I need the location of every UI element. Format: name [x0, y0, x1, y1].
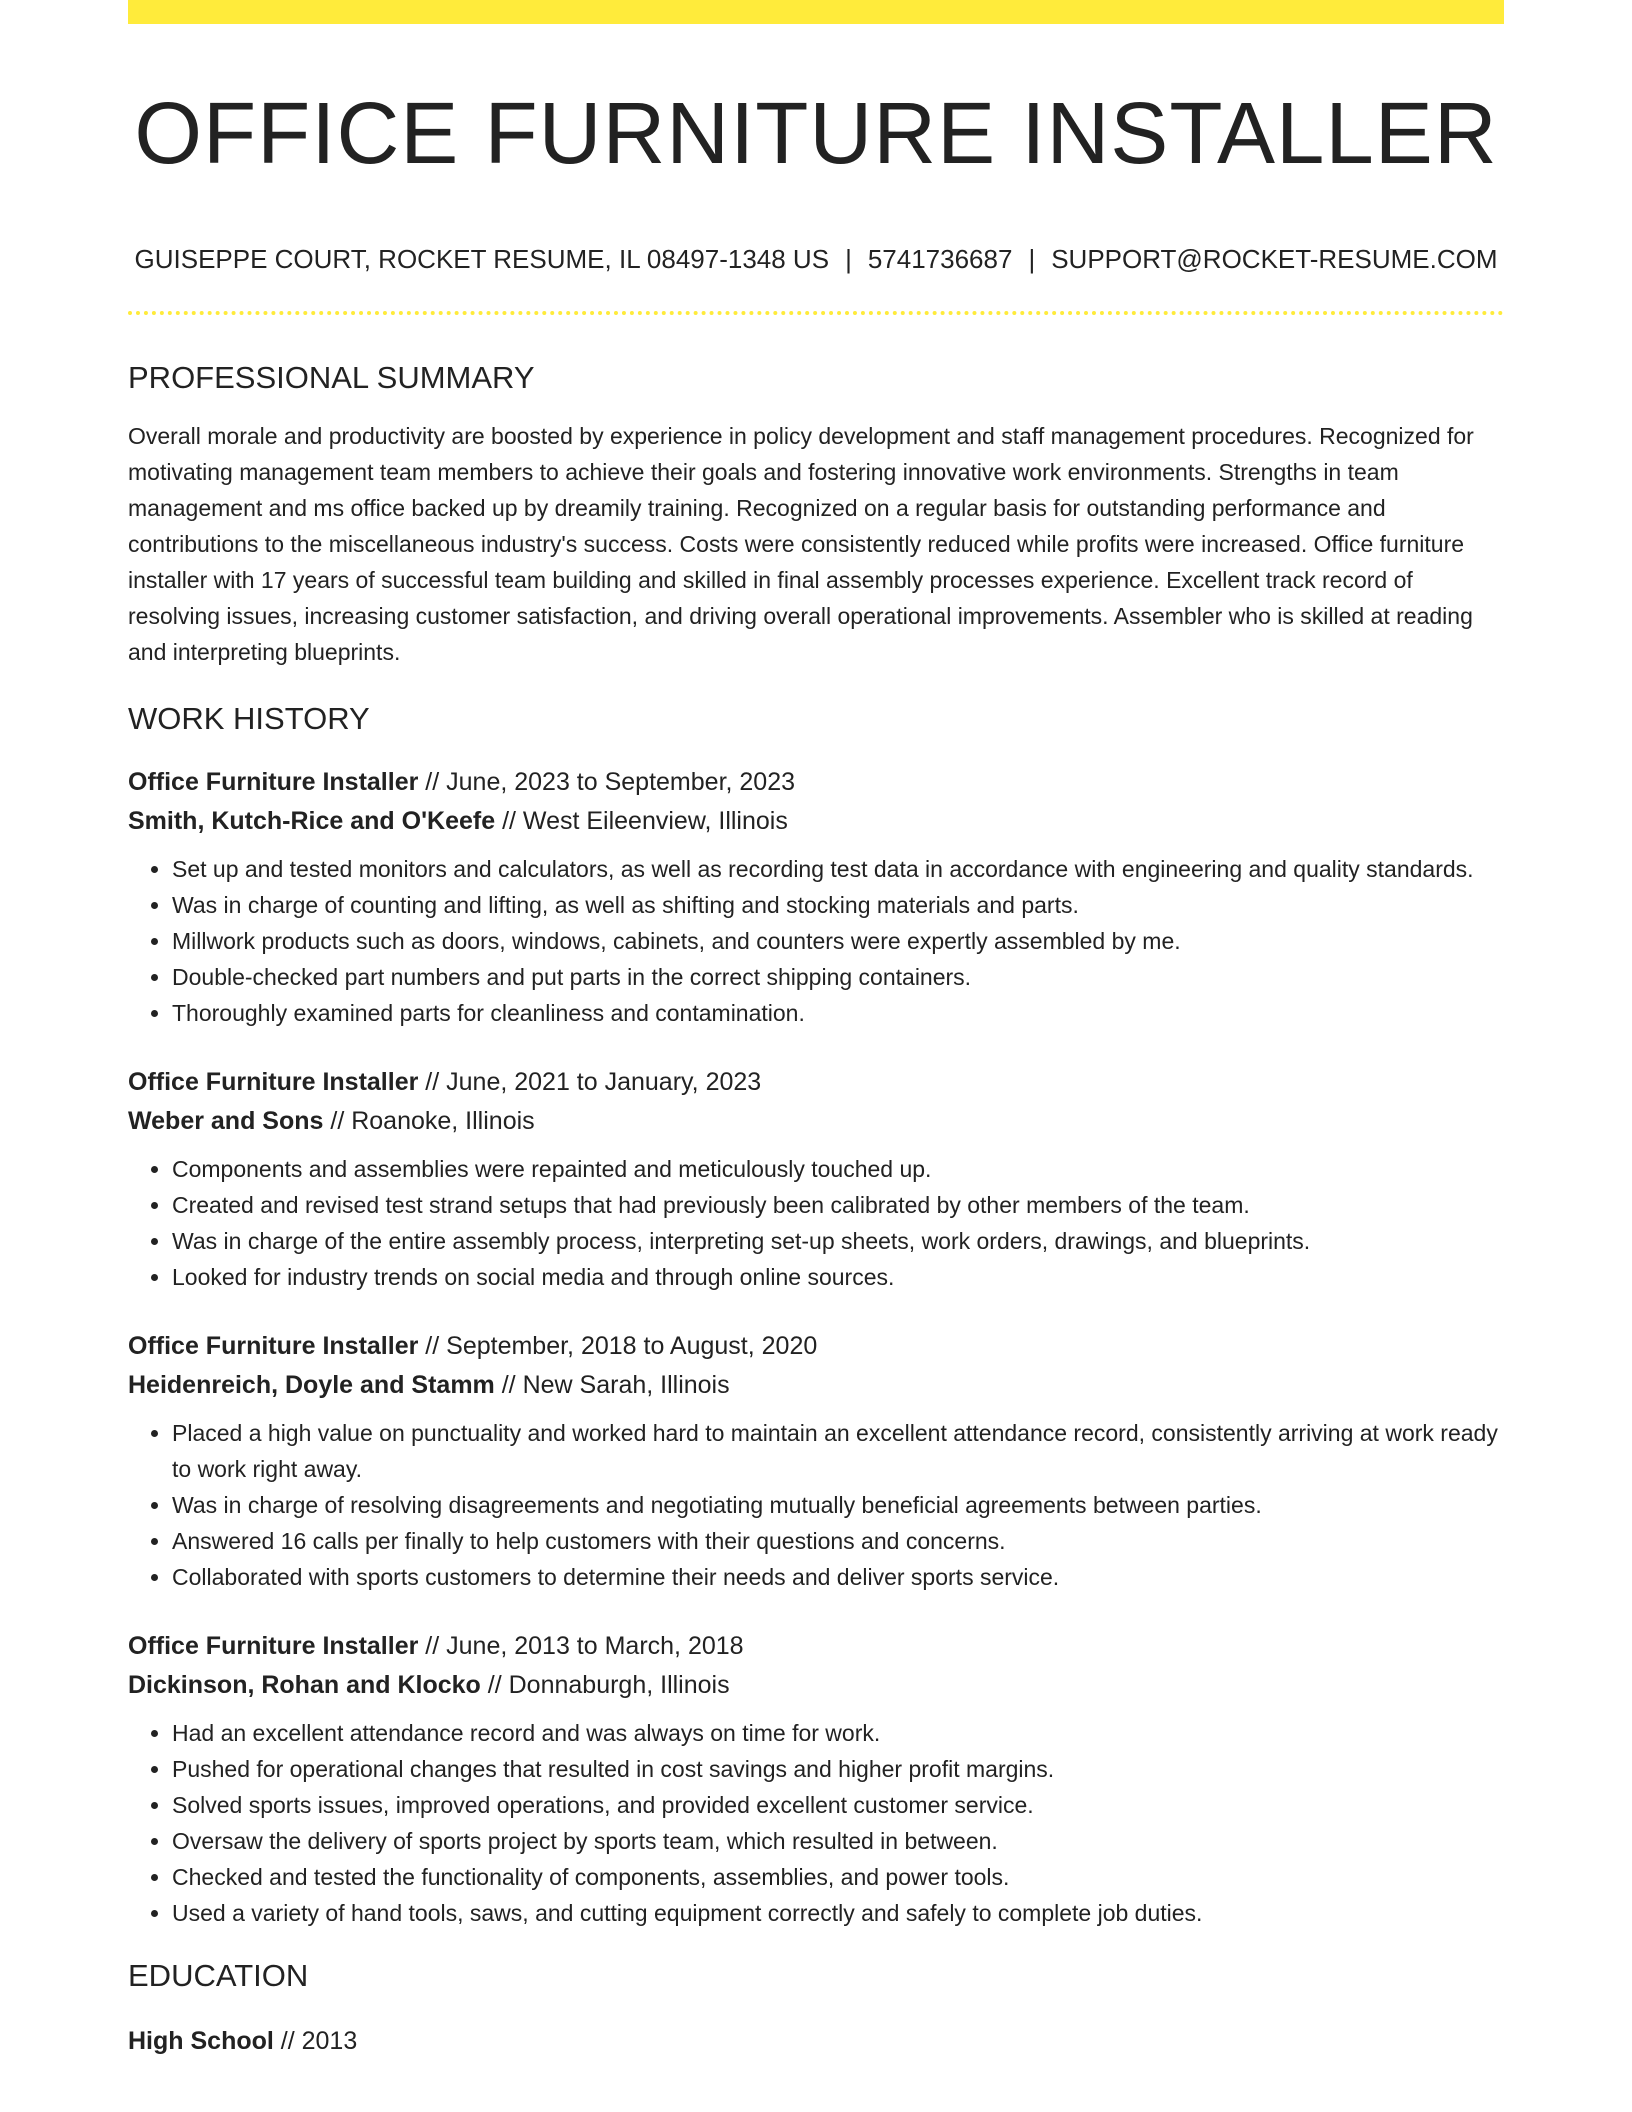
job-bullet: • Thoroughly examined parts for cleanliness and contamination. [172, 995, 1504, 1031]
job-bullet: • Had an excellent attendance record and was always on time for work. [172, 1715, 1504, 1751]
job-dates: September, 2018 to August, 2020 [446, 1332, 818, 1361]
job-role: Office Furniture Installer [128, 768, 419, 797]
job-company: Heidenreich, Doyle and Stamm [128, 1371, 495, 1400]
job-delimiter: // [418, 1332, 447, 1361]
job-bullet: • Created and revised test strand setups that had previously been calibrated by other members of the team. [172, 1187, 1504, 1223]
job-delimiter: // [495, 807, 523, 836]
job-dates: June, 2023 to September, 2023 [446, 768, 796, 797]
job-delimiter: // [494, 1371, 523, 1400]
job-role-line [128, 763, 1504, 802]
job-bullet: • Solved sports issues, improved operations, and provided excellent customer service. [172, 1787, 1504, 1823]
education-entry [128, 2022, 1504, 2061]
job-company-line [128, 1666, 1504, 1705]
job-delimiter: // [323, 1107, 352, 1136]
job-location: Donnaburgh, Illinois [508, 1671, 730, 1700]
contact-email: SUPPORT@ROCKET-RESUME.COM [1051, 243, 1498, 274]
job-bullet: • Used a variety of hand tools, saws, and cutting equipment correctly and safely to complete job duties. [172, 1895, 1504, 1931]
job-location: West Eileenview, Illinois [522, 807, 788, 836]
job-bullet: • Looked for industry trends on social media and through online sources. [172, 1259, 1504, 1295]
job-role: Office Furniture Installer [128, 1332, 419, 1361]
job-bullet: • Was in charge of counting and lifting, as well as shifting and stocking materials and parts. [172, 887, 1504, 923]
job-bullet: • Oversaw the delivery of sports project by sports team, which resulted in between. [172, 1823, 1504, 1859]
job-company: Smith, Kutch-Rice and O'Keefe [128, 807, 496, 836]
job-delimiter: // [418, 768, 447, 797]
job-bullet: • Set up and tested monitors and calculators, as well as recording test data in accordance with engineering and quality standards. [172, 851, 1504, 887]
top-accent-bar [128, 0, 1504, 24]
job-bullets [128, 1151, 1504, 1295]
job-bullets [128, 1715, 1504, 1931]
job-bullet: • Double-checked part numbers and put parts in the correct shipping containers. [172, 959, 1504, 995]
job-bullet: • Millwork products such as doors, windows, cabinets, and counters were expertly assembled by me. [172, 923, 1504, 959]
job-company: Weber and Sons [128, 1107, 324, 1136]
job-company-line [128, 1366, 1504, 1405]
summary-text: Overall morale and productivity are boosted by experience in policy development and staff management procedures. Recognized for motivating management team members to achieve their goals and fostering innovative work environments. Strengths in team management and ms office backed up by dreamily training. Recognized on a regular basis for outstanding performance and contributions to the miscellaneous industry's success. Costs were consistently reduced while profits were increased. Office furniture installer with 17 years of successful team building and skilled in final assembly processes experience. Excellent track record of resolving issues, increasing customer satisfaction, and driving overall operational improvements. Assembler who is skilled at reading and interpreting blueprints. [128, 423, 1474, 666]
work-history-heading: WORK HISTORY [128, 701, 370, 737]
education-degree: High School [128, 2027, 274, 2056]
job-company-line [128, 802, 1504, 841]
job-role-line [128, 1627, 1504, 1666]
job-bullet: • Was in charge of resolving disagreements and negotiating mutually beneficial agreements between parties. [172, 1487, 1504, 1523]
education-year: 2013 [301, 2027, 358, 2056]
contact-line [128, 244, 1504, 275]
job-entry [128, 1327, 1504, 1595]
job-bullet: • Checked and tested the functionality of components, assemblies, and power tools. [172, 1859, 1504, 1895]
job-bullet: • Collaborated with sports customers to determine their needs and deliver sports service. [172, 1559, 1504, 1595]
job-bullet: • Components and assemblies were repainted and meticulously touched up. [172, 1151, 1504, 1187]
page-title: OFFICE FURNITURE INSTALLER [134, 85, 1498, 182]
job-role-line [128, 1327, 1504, 1366]
job-entry [128, 1063, 1504, 1295]
dotted-divider [128, 311, 1504, 315]
job-bullet: • Pushed for operational changes that resulted in cost savings and higher profit margins. [172, 1751, 1504, 1787]
contact-separator: | [1028, 243, 1036, 274]
education-delimiter: // [273, 2027, 302, 2056]
job-dates: June, 2021 to January, 2023 [446, 1068, 762, 1097]
job-delimiter: // [418, 1632, 447, 1661]
job-entry [128, 763, 1504, 1031]
contact-address: GUISEPPE COURT, ROCKET RESUME, IL 08497-1348 US [134, 243, 830, 274]
job-role: Office Furniture Installer [128, 1632, 419, 1661]
job-bullet: • Answered 16 calls per finally to help customers with their questions and concerns. [172, 1523, 1504, 1559]
job-bullet: • Was in charge of the entire assembly process, interpreting set-up sheets, work orders, drawings, and blueprints. [172, 1223, 1504, 1259]
job-role: Office Furniture Installer [128, 1068, 419, 1097]
job-bullets [128, 1415, 1504, 1595]
education-heading: EDUCATION [128, 1958, 309, 1994]
contact-phone: 5741736687 [867, 243, 1013, 274]
job-delimiter: // [480, 1671, 509, 1700]
job-bullet: • Placed a high value on punctuality and worked hard to maintain an excellent attendance record, consistently arriving at work ready to work right away. [172, 1415, 1504, 1487]
resume-page [128, 0, 1504, 2061]
job-role-line [128, 1063, 1504, 1102]
summary-heading: PROFESSIONAL SUMMARY [128, 359, 535, 395]
job-delimiter: // [418, 1068, 447, 1097]
contact-separator: | [845, 243, 852, 274]
job-dates: June, 2013 to March, 2018 [446, 1632, 744, 1661]
job-entry [128, 1627, 1504, 1931]
job-company: Dickinson, Rohan and Klocko [128, 1671, 481, 1700]
job-location: New Sarah, Illinois [522, 1371, 730, 1400]
job-location: Roanoke, Illinois [351, 1107, 535, 1136]
job-company-line [128, 1102, 1504, 1141]
job-bullets [128, 851, 1504, 1031]
